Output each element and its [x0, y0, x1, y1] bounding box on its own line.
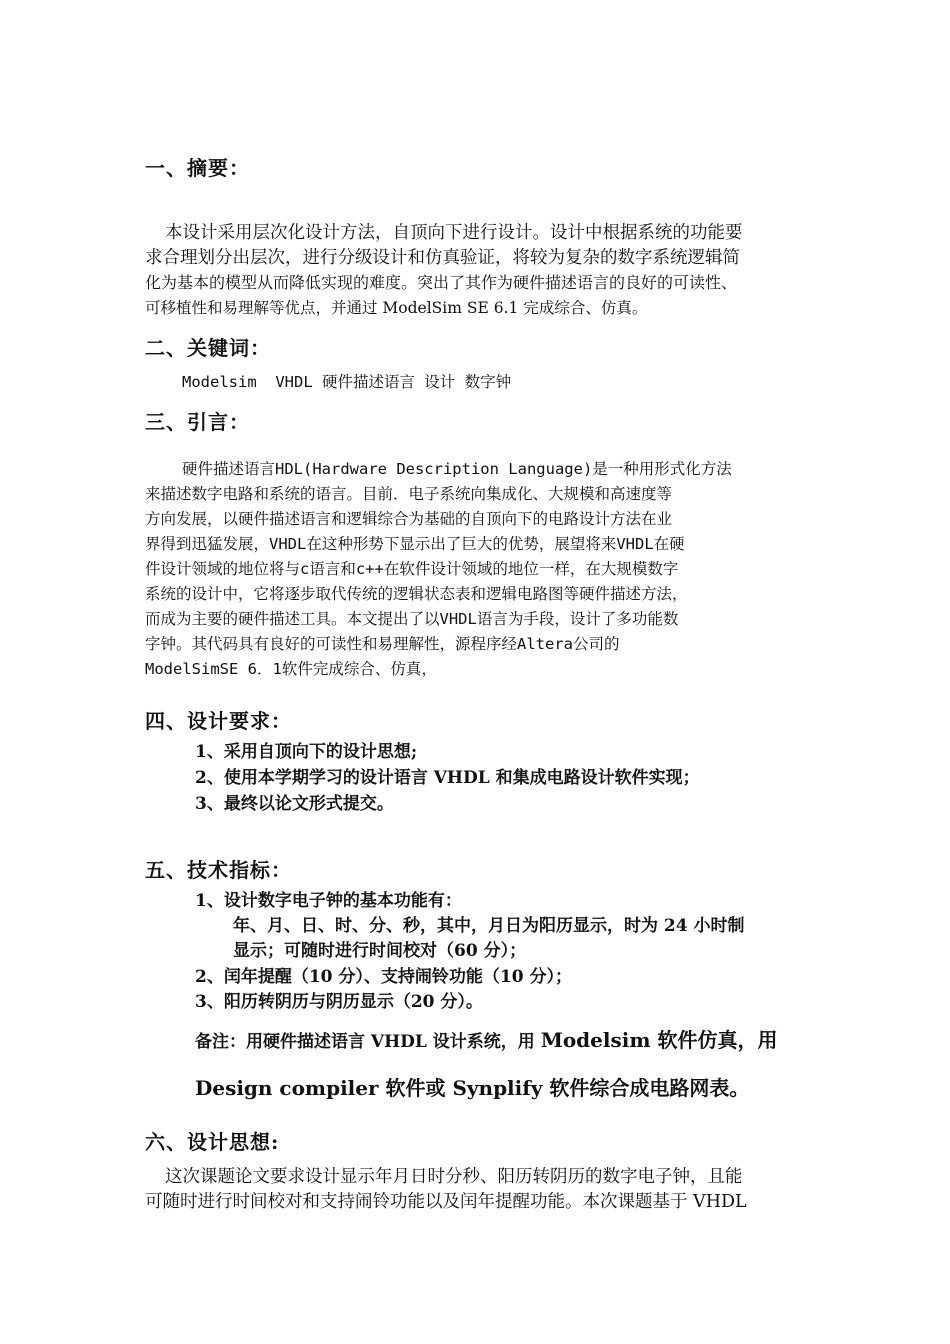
abstract-line-2: 求合理划分出层次，进行分级设计和仿真验证，将较为复杂的数字系统逻辑简	[145, 248, 740, 268]
spec-item-2: 2、闰年提醒（10 分）、支持闹铃功能（10 分）；	[195, 967, 572, 987]
spec-item-1-detail-1: 年、月、日、时、分、秒，其中，月日为阳历显示，时为 24 小时制	[233, 916, 745, 936]
intro-line-9: ModelSimSE 6．1软件完成综合、仿真，	[145, 660, 437, 678]
specs-heading: 五、技术指标：	[145, 858, 292, 882]
spec-item-1-detail-2: 显示；可随时进行时间校对（60 分）；	[233, 941, 527, 961]
requirement-item-3: 3、最终以论文形式提交。	[195, 794, 394, 814]
spec-item-3: 3、阳历转阴历与阴历显示（20 分）。	[195, 992, 483, 1012]
abstract-line-1: 本设计采用层次化设计方法，自顶向下进行设计。设计中根据系统的功能要	[165, 223, 743, 243]
design-idea-line-2: 可随时进行时间校对和支持闹铃功能以及闰年提醒功能。本次课题基于 VHDL	[145, 1192, 747, 1212]
spec-note-prefix: 备注：用硬件描述语言 VHDL 设计系统，用	[195, 1032, 541, 1052]
design-idea-line-1: 这次课题论文要求设计显示年月日时分秒、阳历转阴历的数字电子钟，且能	[165, 1167, 743, 1187]
intro-line-2: 来描述数字电路和系统的语言。目前．电子系统向集成化、大规模和高速度等	[145, 485, 673, 503]
introduction-heading: 三、引言：	[145, 410, 250, 434]
spec-item-1: 1、设计数字电子钟的基本功能有：	[195, 891, 462, 911]
intro-line-4: 界得到迅猛发展，VHDL在这种形势下显示出了巨大的优势，展望将来VHDL在硬	[145, 535, 685, 553]
intro-line-8: 字钟。其代码具有良好的可读性和易理解性，源程序经Altera公司的	[145, 635, 620, 653]
requirements-heading: 四、设计要求：	[145, 709, 292, 733]
abstract-heading: 一、摘要：	[145, 156, 250, 180]
abstract-line-4: 可移植性和易理解等优点，并通过 ModelSim SE 6.1 完成综合、仿真。	[145, 299, 648, 317]
requirement-item-1: 1、采用自顶向下的设计思想;	[195, 742, 418, 762]
intro-line-3: 方向发展，以硬件描述语言和逻辑综合为基础的自顶向下的电路设计方法在业	[145, 510, 673, 528]
abstract-line-3-text: 化为基本的模型从而降低实现的难度。突出了其作为硬件描述语言的良好的可读性、	[145, 273, 738, 292]
design-idea-heading: 六、设计思想:	[145, 1130, 280, 1154]
intro-line-5: 件设计领域的地位将与c语言和c++在软件设计领域的地位一样，在大规模数字	[145, 560, 679, 578]
spec-note-emphasis: Modelsim 软件仿真，用	[540, 1028, 778, 1052]
requirement-item-2: 2、使用本学期学习的设计语言 VHDL 和集成电路设计软件实现；	[195, 768, 700, 788]
intro-line-6: 系统的设计中，它将逐步取代传统的逻辑状态表和逻辑电路图等硬件描述方法，	[145, 585, 688, 603]
intro-line-1: 硬件描述语言HDL(Hardware Description Language)是一种用形式化方法	[182, 460, 732, 478]
keywords-text: Modelsim VHDL 硬件描述语言 设计 数字钟	[182, 373, 512, 391]
spec-note-line-2: Design compiler 软件或 Synplify 软件综合成电路网表。	[195, 1076, 750, 1100]
abstract-line-3	[145, 271, 737, 295]
keywords-heading: 二、关键词：	[145, 336, 271, 360]
spec-note-line-1	[195, 1025, 777, 1057]
intro-line-7: 而成为主要的硬件描述工具。本文提出了以VHDL语言为手段，设计了多功能数	[145, 610, 679, 628]
